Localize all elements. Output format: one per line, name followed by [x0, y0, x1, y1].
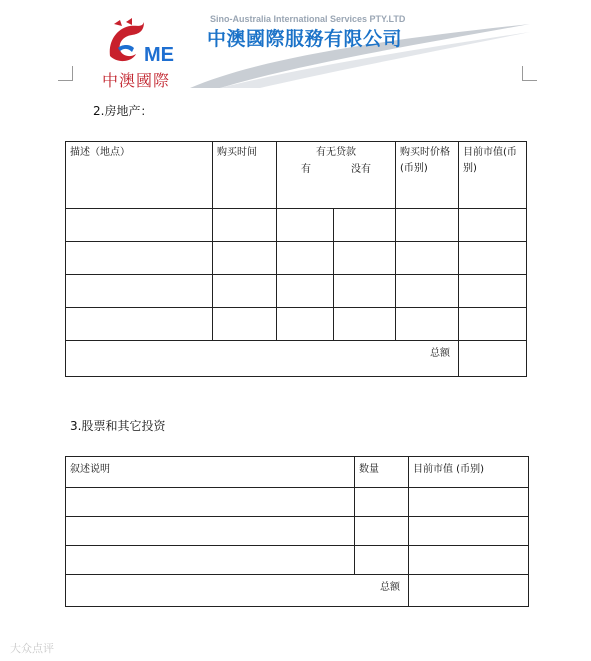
header-purchase-price: 购买时价格(币别): [396, 142, 459, 209]
table-row: [66, 488, 529, 517]
corner-mark-left: [58, 66, 73, 81]
cell-purchase-time-input[interactable]: [213, 308, 277, 341]
real-estate-title: 2.房地产：: [93, 104, 153, 118]
cell-loan-no-input[interactable]: [334, 308, 396, 341]
table-row: [66, 546, 529, 575]
header-loan-label: 有无贷款: [316, 147, 356, 158]
cell-current-value-input[interactable]: [459, 275, 527, 308]
table-row: [66, 308, 527, 341]
cell-loan-no-input[interactable]: [334, 275, 396, 308]
total-value-input[interactable]: [459, 341, 527, 377]
real-estate-table: [65, 141, 527, 377]
cell-loan-yes-input[interactable]: [277, 308, 334, 341]
cell-quantity-input[interactable]: [355, 517, 409, 546]
cell-description-input[interactable]: [66, 209, 213, 242]
cell-purchase-price-input[interactable]: [396, 308, 459, 341]
cell-current-value-input[interactable]: [409, 488, 529, 517]
cell-purchase-price-input[interactable]: [396, 242, 459, 275]
cell-quantity-input[interactable]: [355, 488, 409, 517]
header-description: 描述（地点）: [66, 142, 213, 209]
investments-table: [65, 456, 529, 607]
logo-chinese-text: 中澳國際: [102, 71, 171, 90]
corner-mark-right: [522, 66, 537, 81]
cell-purchase-time-input[interactable]: [213, 275, 277, 308]
header-loan: [277, 142, 396, 209]
table-header-row: [66, 142, 527, 209]
cell-current-value-input[interactable]: [459, 242, 527, 275]
header-loan-yes: 有: [301, 164, 311, 175]
cell-current-value-input[interactable]: [409, 546, 529, 575]
total-row: [66, 341, 527, 377]
company-logo: [98, 18, 190, 90]
cell-description-input[interactable]: [66, 546, 355, 575]
investments-title: 3.股票和其它投资: [70, 419, 166, 433]
logo-me-text: ME: [144, 44, 174, 66]
dragon-emblem-icon: [104, 18, 146, 66]
total-row: [66, 575, 529, 607]
cell-current-value-input[interactable]: [409, 517, 529, 546]
cell-loan-yes-input[interactable]: [277, 275, 334, 308]
total-value-input[interactable]: [409, 575, 529, 607]
table-row: [66, 275, 527, 308]
total-label: 总额: [66, 575, 409, 607]
cell-current-value-input[interactable]: [459, 308, 527, 341]
cell-current-value-input[interactable]: [459, 209, 527, 242]
watermark: 大众点评: [10, 642, 54, 655]
cell-quantity-input[interactable]: [355, 546, 409, 575]
cell-purchase-price-input[interactable]: [396, 209, 459, 242]
header-purchase-time: 购买时间: [213, 142, 277, 209]
cell-description-input[interactable]: [66, 517, 355, 546]
total-label: 总额: [66, 341, 459, 377]
header-current-value: 目前市值(币别): [459, 142, 527, 209]
table-row: [66, 242, 527, 275]
company-name-chinese: 中澳國際服務有限公司: [207, 28, 403, 50]
cell-loan-yes-input[interactable]: [277, 209, 334, 242]
cell-purchase-time-input[interactable]: [213, 209, 277, 242]
header-description: 叙述说明: [66, 457, 355, 488]
header-quantity: 数量: [355, 457, 409, 488]
table-header-row: [66, 457, 529, 488]
cell-description-input[interactable]: [66, 242, 213, 275]
cell-loan-no-input[interactable]: [334, 242, 396, 275]
header-current-value: 目前市值 (币别): [409, 457, 529, 488]
cell-description-input[interactable]: [66, 488, 355, 517]
cell-loan-no-input[interactable]: [334, 209, 396, 242]
header-loan-no: 没有: [351, 164, 371, 175]
cell-description-input[interactable]: [66, 308, 213, 341]
cell-purchase-price-input[interactable]: [396, 275, 459, 308]
cell-description-input[interactable]: [66, 275, 213, 308]
table-row: [66, 517, 529, 546]
table-row: [66, 209, 527, 242]
cell-purchase-time-input[interactable]: [213, 242, 277, 275]
cell-loan-yes-input[interactable]: [277, 242, 334, 275]
company-name-english: Sino-Australia International Services PTY.LTD: [210, 14, 406, 24]
